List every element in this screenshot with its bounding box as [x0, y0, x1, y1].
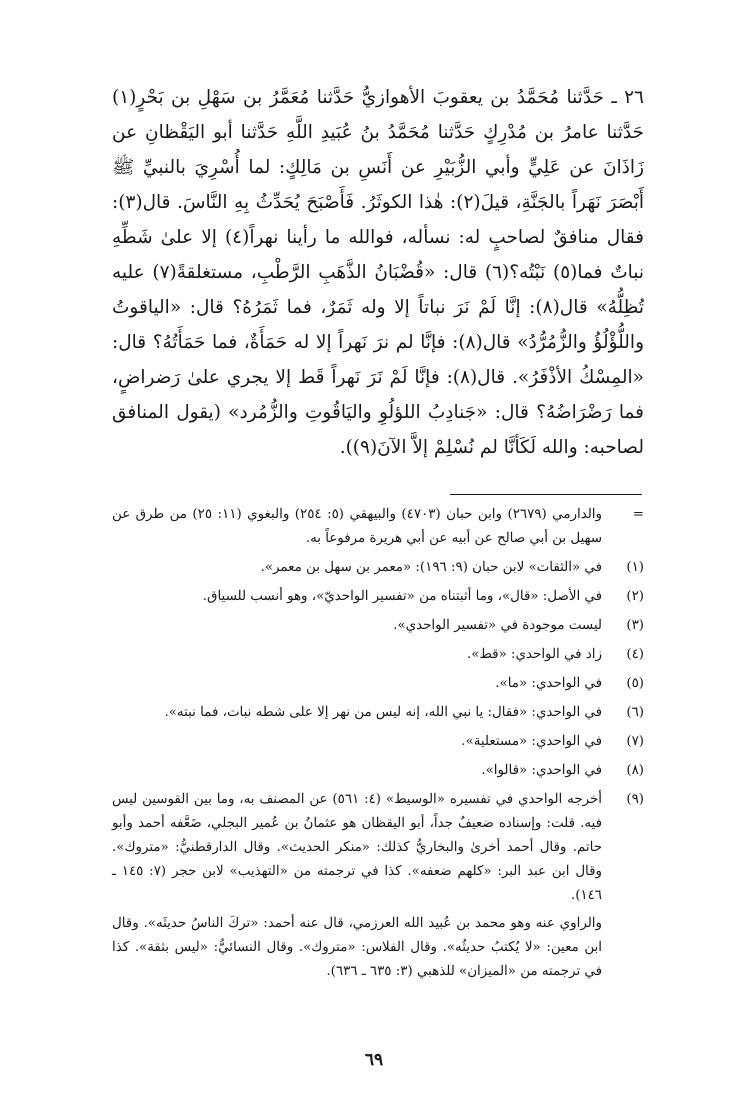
footnote-number: (٣) — [626, 618, 644, 633]
footnote-text: زاد في الواحدي: «قط». — [467, 647, 602, 662]
footnote-item — [112, 701, 644, 725]
footnote-text: في الواحدي: «فقال: يا نبي الله، إنه ليس من نهر إلا على شطه نبات، فما نبته». — [164, 705, 602, 720]
footnote-number: (٨) — [626, 763, 644, 778]
footnote-item — [112, 788, 644, 908]
footnote-item — [112, 759, 644, 783]
footnote-text: في الواحدي: «قالوا». — [481, 763, 602, 778]
footnote-text: والدارمي (٢٦٧٩) وابن حبان (٤٧٠٣) والبيهقي (٥: ٢٥٤) والبغوي (١١: ٢٥) من طرق عن سهيل بن أبي صالح عن أبيه عن أبي هريرة مرفوعاً به. — [112, 507, 602, 546]
footnote-text: ليست موجودة في «تفسير الواحدي». — [393, 618, 602, 633]
footnote-text: أخرجه الواحدي في تفسيره «الوسيط» (٤: ٥٦١) عن المصنف به، وما بين القوسين ليس فيه. قلت: وإسناده ضعيفٌ جداً، أبو اليقظان هو عثمانُ بن عُمير البجلي، ضَعَّفه أحمد وأبو حاتم. وقال أحمد أخرىٰ والبخاريُّ كذلك: «منكر الحديث». وقال الدارقطنيُّ: «متروك». وقال ابن عبد البر: «كلهم ضعفه». كذا في ترجمته من «التهذيب» لابن حجر (٧: ١٤٥ ـ ١٤٦). — [112, 792, 602, 903]
footnote-number: (٦) — [626, 705, 644, 720]
page-number: ٦٩ — [364, 1050, 384, 1070]
footnote-text: في الواحدي: «ما». — [495, 676, 602, 691]
footnote-continuation — [112, 912, 644, 984]
hadith-text: ٢٦ ـ حَدَّثنا مُحَمَّدُ بن يعقوبَ الأهوازيُّ حَدَّثنا مُعَمَّرُ بن سَهْلِ بن بَحْرٍ(١) حَدَّثنا عامرُ بن مُدْرِكٍ حَدَّثنا مُحَمَّدُ بنُ عُبَيدِ اللَّهِ حَدَّثنا أبو اليَقْظانِ عن زَاذَانَ عن عَلِيٍّ وأبي الزُّبَيْرِ عن أَنَسِ بن مَالِكٍ: لما أُسْرِيَ بالنبيِّ ﷺ أَبْصَرَ نَهَراً بالجَنَّةِ، قيلَ(٢): هٰذا الكوثَرُ. فَأَصْبَحَ يُحَدِّثُ بِهِ النَّاسَ. قال(٣): فقال منافقٌ لصاحبٍ له: نسأله، فوالله ما رأينا نهراً(٤) إلا علىٰ شَطِّهِ نباتٌ فما(٥) نَبْتُه؟(٦) قال: «قُضْبَانُ الذَّهَبِ الرَّطْبِ، مستغلقةً(٧) عليه تُظِلُّهُ» قال(٨): إنَّا لَمْ نَرَ نباتاً إلا وله ثَمَرٌ، فما ثَمَرُهُ؟ قال: «الياقوتُ واللُّؤْلُؤُ والزُّمُرُّدُ» قال(٨): فإنَّا لم نرَ نَهراً إلا له حَمَأَةٌ، فما حَمَأَتُهُ؟ قال: «المِسْكُ الأذْفَرُ». قال(٨): فإنَّا لَمْ نَرَ نَهراً قَط إلا يجري علىٰ رَضراضٍ، فما رَضْرَاضُهُ؟ قال: «جَنادِبُ اللؤلُوِ واليَاقُوتِ والزُّمُرد» (يقول المنافق لصاحبه: والله لَكَأنَّا لم نُسْلِمْ إلاَّ الآنَ(٩)). — [112, 87, 645, 458]
footnote-number: (٤) — [626, 647, 644, 662]
footnote-text: في «الثقات» لابن حبان (٩: ١٩٦): «معمر بن سهل بن معمر». — [260, 560, 602, 575]
footnote-number: (٩) — [626, 792, 644, 807]
main-text-block — [112, 80, 644, 465]
footnote-number: = — [632, 507, 644, 522]
footnote-text: في الواحدي: «مستعلية». — [461, 734, 602, 749]
footnote-number: (٧) — [626, 734, 644, 749]
footnote-item — [112, 556, 644, 580]
footnote-item — [112, 672, 644, 696]
footnote-separator — [450, 494, 642, 495]
footnotes — [112, 503, 644, 984]
footnote-text: في الأصل: «قال»، وما أثبتناه من «تفسير الواحديّ»، وهو أنسب للسياق. — [202, 589, 602, 604]
footnote-item — [112, 585, 644, 609]
footnote-item — [112, 614, 644, 638]
footnote-item — [112, 730, 644, 754]
footnote-number: (٥) — [626, 676, 644, 691]
footnote-text: والراوي عنه وهو محمد بن عُبيد الله العرزمي، قال عنه أحمد: «تركَ الناسُ حديثَه». وقال ابن معين: «لا يُكتبُ حديثُه». وقال الفلاس: «متروك». وقال النسائيُّ: «ليس بثقة». كذا في ترجمته من «الميزان» للذهبي (٣: ٦٣٥ ـ ٦٣٦). — [112, 916, 602, 979]
footnote-item — [112, 503, 644, 551]
footnote-number: (٢) — [626, 589, 644, 604]
footnote-item — [112, 643, 644, 667]
footnote-number: (١) — [626, 560, 644, 575]
